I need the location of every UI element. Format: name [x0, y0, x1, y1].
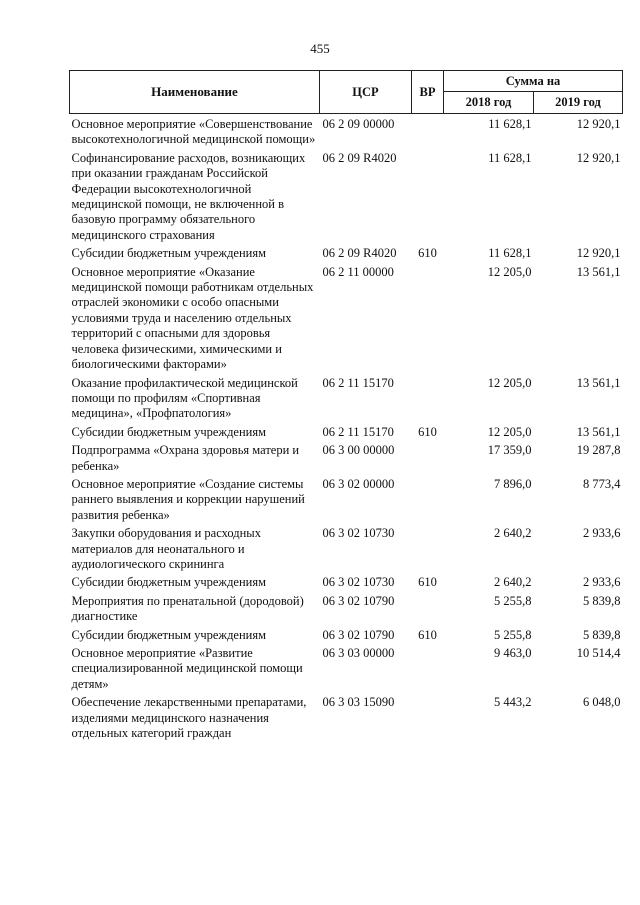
row-sum-2019: 8 773,4 — [583, 476, 621, 491]
row-vr — [412, 594, 444, 628]
row-name: Оказание профилактической медицинской помощи по профилям «Спортивная медицина», «Профпатология» — [71, 375, 298, 421]
table-row — [70, 265, 623, 376]
row-csr: 06 2 11 15170 — [322, 424, 394, 439]
row-vr — [412, 114, 444, 151]
table-row — [70, 425, 623, 443]
row-sum-2018: 11 628,1 — [488, 246, 532, 261]
row-sum-2018: 12 205,0 — [487, 424, 532, 439]
row-csr: 06 3 00 00000 — [322, 443, 395, 458]
header-sum: Сумма на — [444, 71, 623, 92]
page-number: 455 — [310, 41, 330, 56]
row-sum-2018: 5 255,8 — [494, 593, 532, 608]
row-sum-2018: 2 640,2 — [494, 526, 532, 541]
header-csr: ЦСР — [320, 71, 412, 114]
row-vr — [412, 443, 444, 477]
row-csr: 06 2 09 R4020 — [322, 246, 397, 261]
row-name: Субсидии бюджетным учреждениям — [71, 627, 267, 642]
row-vr — [412, 646, 444, 695]
table-row — [70, 443, 623, 477]
row-name: Обеспечение лекарственными препаратами, изделиями медицинского назначения отдельных категорий граждан — [71, 695, 307, 741]
header-vr: ВР — [412, 71, 444, 114]
table-row — [70, 376, 623, 425]
row-vr — [412, 151, 444, 246]
row-name: Субсидии бюджетным учреждениям — [71, 575, 267, 590]
row-sum-2019: 6 048,0 — [583, 695, 621, 710]
row-sum-2018: 11 628,1 — [488, 117, 532, 131]
row-vr — [412, 695, 444, 744]
table-header — [70, 71, 623, 114]
table-row — [70, 695, 623, 744]
row-name: Основное мероприятие «Создание системы раннего выявления и коррекции нарушений развития ребенка» — [71, 476, 305, 522]
row-name: Подпрограмма «Охрана здоровья матери и ребенка» — [71, 443, 300, 473]
row-csr: 06 2 11 15170 — [322, 375, 394, 390]
row-name: Субсидии бюджетным учреждениям — [71, 424, 267, 439]
row-name: Закупки оборудования и расходных материалов для неонатального и аудиологического скрининга — [71, 526, 261, 571]
row-sum-2018: 2 640,2 — [494, 575, 532, 590]
header-year-2018: 2018 год — [444, 92, 534, 114]
row-name: Основное мероприятие «Совершенствование высокотехнологичной медицинской помощи» — [71, 117, 316, 147]
row-sum-2019: 13 561,1 — [576, 424, 621, 439]
budget-table — [69, 70, 623, 744]
row-sum-2018: 17 359,0 — [487, 443, 532, 458]
row-sum-2019: 13 561,1 — [576, 375, 621, 390]
table-row — [70, 151, 623, 246]
table-row — [70, 526, 623, 575]
row-sum-2019: 2 933,6 — [583, 526, 621, 541]
row-sum-2018: 5 255,8 — [494, 627, 532, 642]
header-name: Наименование — [70, 71, 320, 114]
row-name: Софинансирование расходов, возникающих при оказании гражданам Российской Федерации высокотехнологичной медицинской помощи, не включенной в базовую программу обязательного медицинского страхования — [71, 150, 306, 242]
table-row — [70, 246, 623, 264]
row-vr: 610 — [418, 575, 437, 590]
row-csr: 06 3 02 10790 — [322, 593, 395, 608]
row-csr: 06 3 02 00000 — [322, 476, 395, 491]
row-vr — [412, 265, 444, 376]
row-sum-2019: 12 920,1 — [576, 117, 621, 131]
row-csr: 06 3 03 00000 — [322, 646, 395, 660]
table-row — [70, 628, 623, 646]
row-sum-2018: 7 896,0 — [494, 476, 532, 491]
table-row — [70, 114, 623, 151]
row-vr: 610 — [418, 627, 437, 642]
row-sum-2019: 19 287,8 — [576, 443, 621, 458]
row-vr — [412, 477, 444, 526]
table-row — [70, 477, 623, 526]
row-csr: 06 3 02 10730 — [322, 575, 395, 590]
row-sum-2019: 13 561,1 — [576, 264, 621, 279]
row-sum-2019: 5 839,8 — [583, 627, 621, 642]
row-vr — [412, 376, 444, 425]
row-name: Основное мероприятие «Оказание медицинской помощи работникам отдельных отраслей экономики с особо опасными условиями труда и населению отдельных территорий с опасными для здоровья человека физическими, химическими и биологическими факторами» — [71, 264, 314, 372]
row-sum-2019: 5 839,8 — [583, 593, 621, 608]
row-sum-2018: 12 205,0 — [487, 264, 532, 279]
row-name: Субсидии бюджетным учреждениям — [71, 246, 267, 261]
row-csr: 06 3 03 15090 — [322, 695, 395, 710]
row-sum-2019: 12 920,1 — [576, 246, 621, 261]
row-name: Мероприятия по пренатальной (дородовой) диагностике — [71, 593, 304, 624]
row-csr: 06 2 09 00000 — [322, 117, 395, 131]
row-name: Основное мероприятие «Развитие специализированной медицинской помощи детям» — [71, 646, 303, 691]
row-sum-2018: 11 628,1 — [488, 150, 532, 165]
row-vr — [412, 526, 444, 575]
table-row — [70, 594, 623, 628]
header-year-2019: 2019 год — [534, 92, 623, 114]
table-body — [70, 114, 623, 745]
row-sum-2018: 5 443,2 — [494, 695, 532, 710]
row-vr: 610 — [418, 424, 437, 439]
row-sum-2018: 9 463,0 — [494, 646, 532, 660]
row-sum-2019: 10 514,4 — [576, 646, 621, 660]
row-sum-2019: 12 920,1 — [576, 150, 621, 165]
row-sum-2019: 2 933,6 — [583, 575, 621, 590]
row-csr: 06 3 02 10790 — [322, 627, 395, 642]
table-row — [70, 575, 623, 593]
row-vr: 610 — [418, 246, 437, 261]
row-csr: 06 3 02 10730 — [322, 526, 395, 541]
row-sum-2018: 12 205,0 — [487, 375, 532, 390]
table-row — [70, 646, 623, 695]
row-csr: 06 2 09 R4020 — [322, 150, 397, 165]
row-csr: 06 2 11 00000 — [322, 264, 394, 279]
